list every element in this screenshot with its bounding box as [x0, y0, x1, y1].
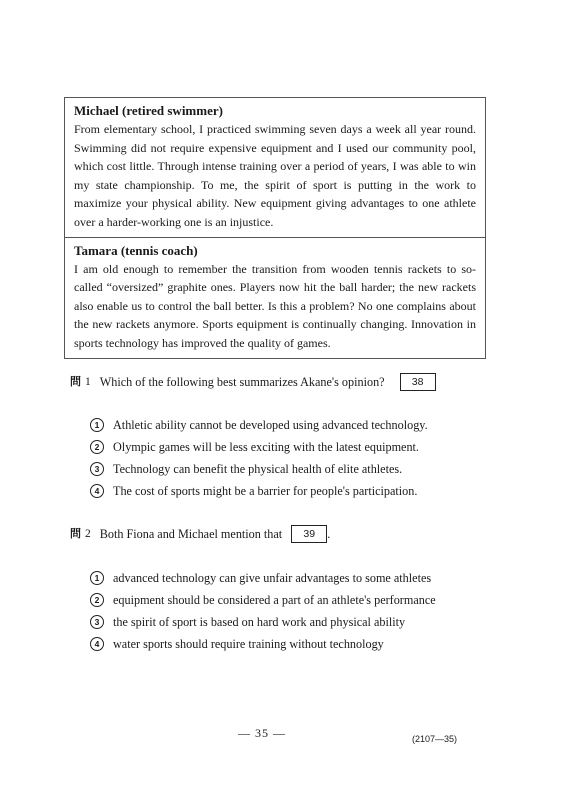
option-item[interactable]	[90, 589, 436, 611]
option-item[interactable]	[90, 633, 436, 655]
option-text: water sports should require training without technology	[113, 636, 384, 651]
page-number: — 35 —	[238, 726, 286, 740]
opinion-michael	[65, 98, 485, 237]
option-text: The cost of sports might be a barrier for people's participation.	[113, 483, 418, 498]
option-text: Olympic games will be less exciting with the latest equipment.	[113, 439, 419, 454]
question-text: Which of the following best summarizes Akane's opinion?	[99, 375, 385, 389]
opinion-text: I am old enough to remember the transition from wooden tennis rackets to so-called “oversized” graphite ones. Players now hit the ball harder; the new rackets also enable us to control the ball better. Is this a problem? No one complains about the new rackets anymore. Sports equipment is continually changing. Innovation in sports technology has improved the quality of games.	[74, 261, 476, 350]
option-item[interactable]	[90, 436, 428, 458]
question-2	[70, 524, 330, 544]
question-number: 1	[85, 376, 91, 388]
option-number-icon: 2	[90, 593, 104, 607]
question-mark: 問	[70, 527, 81, 540]
option-number-icon: 3	[90, 615, 104, 629]
option-item[interactable]	[90, 458, 428, 480]
opinion-text: From elementary school, I practiced swimming seven days a week all year round. Swimming did not require expensive equipment and I used our community pool, which cost little. Through intense training over a period of years, I was able to win my state championship. To me, the spirit of sport is putting in the work to maximize your physical ability. New equipment giving advantages to one athlete over a harder-working one is an injustice.	[74, 122, 476, 229]
opinions-box	[64, 97, 486, 359]
answer-box[interactable]: 39	[291, 525, 327, 543]
option-number-icon: 1	[90, 418, 104, 432]
option-text: equipment should be considered a part of an athlete's performance	[113, 592, 436, 607]
page-code: (2107—35)	[412, 734, 458, 744]
question-suffix: .	[327, 527, 331, 541]
option-item[interactable]	[90, 414, 428, 436]
question-mark: 問	[70, 375, 81, 388]
option-text: the spirit of sport is based on hard work and physical ability	[113, 614, 406, 629]
option-text: Technology can benefit the physical health of elite athletes.	[113, 461, 403, 476]
option-text: Athletic ability cannot be developed using advanced technology.	[113, 417, 428, 432]
option-number-icon: 2	[90, 440, 104, 454]
question-1	[70, 372, 436, 392]
question-1-options	[90, 414, 428, 502]
option-number-icon: 4	[90, 637, 104, 651]
option-number-icon: 4	[90, 484, 104, 498]
answer-box[interactable]: 38	[400, 373, 436, 391]
option-item[interactable]	[90, 480, 428, 502]
option-number-icon: 3	[90, 462, 104, 476]
opinion-author: Michael (retired swimmer)	[74, 103, 223, 118]
option-text: advanced technology can give unfair advantages to some athletes	[113, 570, 432, 585]
option-item[interactable]	[90, 611, 436, 633]
question-text: Both Fiona and Michael mention that	[99, 527, 283, 541]
option-item[interactable]	[90, 567, 436, 589]
question-2-options	[90, 567, 436, 655]
opinion-tamara	[65, 237, 485, 358]
question-number: 2	[85, 528, 91, 540]
opinion-author: Tamara (tennis coach)	[74, 242, 198, 258]
option-number-icon: 1	[90, 571, 104, 585]
